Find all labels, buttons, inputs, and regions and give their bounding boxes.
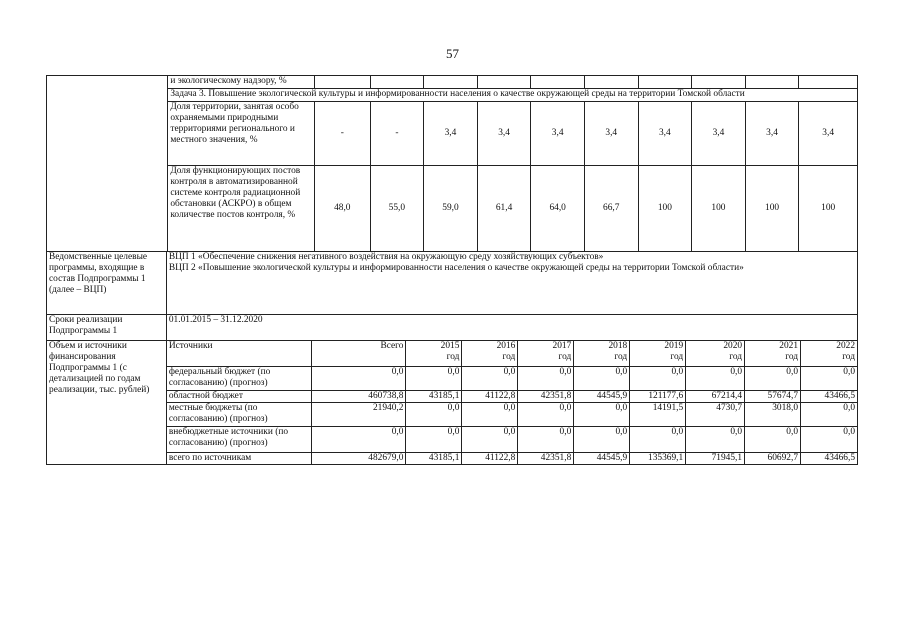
program-item: ВЦП 1 «Обеспечение снижения негативного воздействия на окружающую среду хозяйствующих субъектов» [168,252,604,262]
year-header: 2020 год [686,341,745,367]
indicator-value: 48,0 [314,166,370,252]
period-value: 01.01.2015 – 31.12.2020 [166,315,857,341]
funding-value: 0,0 [686,427,745,453]
funding-row-total [47,453,858,465]
funding-value: 0,0 [406,427,462,453]
indicator-value: 3,4 [584,102,638,166]
indicator-value: 3,4 [477,102,531,166]
funding-row [47,391,858,403]
funding-value: 42351,8 [518,453,574,465]
source-name: федеральный бюджет (по согласованию) (прогноз) [166,367,311,391]
funding-value: 121177,6 [630,391,686,403]
funding-value: 0,0 [574,403,630,427]
source-name: внебюджетные источники (по согласованию) (прогноз) [166,427,311,453]
funding-label: Объем и источники финансирования Подпрограммы 1 (с детализацией по годам реализации, тыс. рублей) [47,341,167,465]
period-label: Сроки реализации Подпрограммы 1 [47,315,167,341]
left-empty-cell [47,76,168,252]
funding-value: 0,0 [630,367,686,391]
indicator-value: 3,4 [692,102,746,166]
source-name: всего по источникам [166,453,311,465]
funding-value: 0,0 [406,403,462,427]
indicator-label: Доля функционирующих постов контроля в автоматизированной системе контроля радиационной обстановки (АСКРО) в общем количестве постов контроля, % [168,166,315,252]
indicator-value: - [314,102,370,166]
funding-row [47,403,858,427]
funding-value: 42351,8 [518,391,574,403]
source-name: местные бюджеты (по согласованию) (прогноз) [166,403,311,427]
funding-value: 71945,1 [686,453,745,465]
indicator-value: 66,7 [584,166,638,252]
indicators-table [46,75,858,252]
funding-value: 0,0 [801,427,858,453]
indicator-value: 61,4 [477,166,531,252]
funding-value: 0,0 [574,367,630,391]
task3-title: Задача 3. Повышение экологической культуры и информированности населения о качестве окружающей среды на территории Томской области [168,89,858,102]
year-header: 2022 год [801,341,858,367]
funding-value: 0,0 [462,403,518,427]
indicator-value: 59,0 [424,166,478,252]
funding-value: 0,0 [574,427,630,453]
funding-value: 0,0 [630,427,686,453]
year-header: 2018 год [574,341,630,367]
indicator-value: 100 [638,166,692,252]
indicator-row [47,102,858,166]
indicator-value: 3,4 [424,102,478,166]
page-number: 57 [446,46,459,61]
funding-value: 57674,7 [745,391,801,403]
funding-value: 14191,5 [630,403,686,427]
funding-value: 0,0 [311,427,406,453]
indicator-value: 3,4 [638,102,692,166]
funding-value: 44545,9 [574,391,630,403]
programs-label: Ведомственные целевые программы, входящие в состав Подпрограммы 1 (далее – ВЦП) [47,252,167,315]
funding-value: 482679,0 [311,453,406,465]
total-header: Всего [311,341,406,367]
funding-value: 135369,1 [630,453,686,465]
indicator-value: 100 [692,166,746,252]
indicator-value: 3,4 [745,102,799,166]
year-header: 2019 год [630,341,686,367]
funding-row [47,427,858,453]
funding-value: 3018,0 [745,403,801,427]
indicator-label: и экологическому надзору, % [168,76,315,89]
funding-value: 67214,4 [686,391,745,403]
indicator-value: 55,0 [370,166,424,252]
year-header: 2016 год [462,341,518,367]
indicator-value: 3,4 [799,102,858,166]
indicator-value: 64,0 [531,166,585,252]
funding-value: 0,0 [745,367,801,391]
funding-value: 21940,2 [311,403,406,427]
funding-value: 43466,5 [801,453,858,465]
funding-value: 43185,1 [406,391,462,403]
indicator-value: - [370,102,424,166]
funding-value: 0,0 [518,427,574,453]
funding-value: 0,0 [311,367,406,391]
funding-value: 41122,8 [462,391,518,403]
funding-value: 43466,5 [801,391,858,403]
indicator-value: 100 [799,166,858,252]
source-name: областной бюджет [166,391,311,403]
funding-value: 0,0 [462,427,518,453]
indicator-value: 100 [745,166,799,252]
program-item: ВЦП 2 «Повышение экологической культуры и информированности населения о качестве окружающей среды на территории Томской области» [168,263,744,273]
indicator-label: Доля территории, занятая особо охраняемыми природными территориями регионального и местного значения, % [168,102,315,166]
funding-value: 0,0 [462,367,518,391]
funding-value: 0,0 [406,367,462,391]
funding-value: 4730,7 [686,403,745,427]
year-header: 2015 год [406,341,462,367]
sources-header: Источники [166,341,311,367]
funding-value: 0,0 [801,403,858,427]
passport-table [46,251,858,465]
funding-value: 460738,8 [311,391,406,403]
funding-value: 0,0 [518,403,574,427]
indicator-value: 3,4 [531,102,585,166]
funding-value: 44545,9 [574,453,630,465]
indicator-row [47,166,858,252]
funding-row [47,367,858,391]
funding-value: 41122,8 [462,453,518,465]
funding-value: 0,0 [801,367,858,391]
year-header: 2017 год [518,341,574,367]
programs-list [166,252,857,315]
funding-value: 0,0 [518,367,574,391]
funding-value: 0,0 [686,367,745,391]
funding-value: 0,0 [745,427,801,453]
funding-value: 60692,7 [745,453,801,465]
year-header: 2021 год [745,341,801,367]
funding-value: 43185,1 [406,453,462,465]
